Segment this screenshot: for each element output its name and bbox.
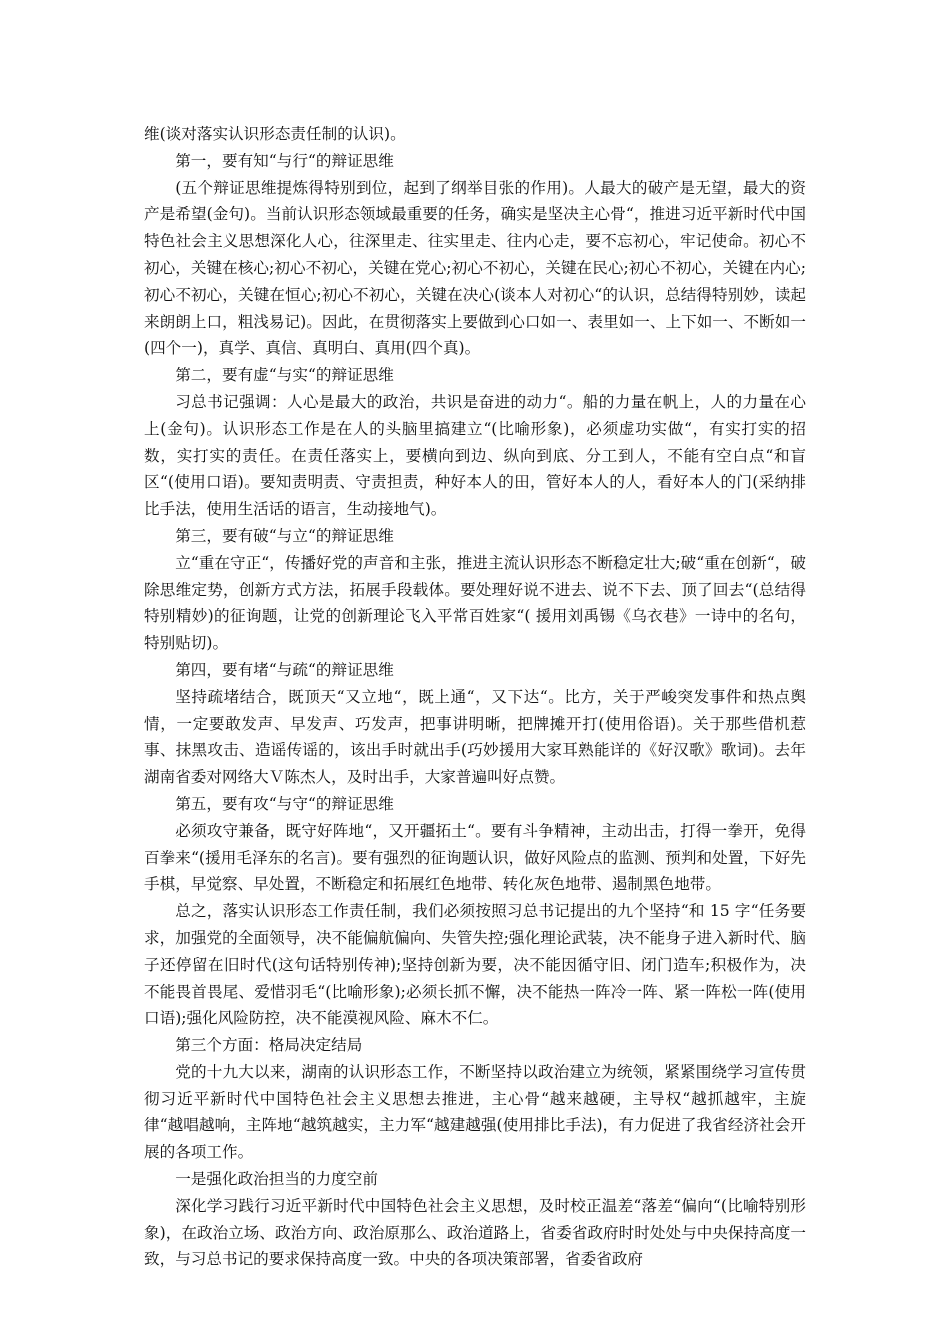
section-heading-third: 第三，要有破“与立“的辩证思维 (175, 526, 394, 545)
paragraph-second: 习总书记强调：人心是最大的政治，共识是奋进的动力“。船的力量在帆上，人的力量在心上(金句)。认识形态工作是在人的头脑里搞建立“(比喻形象)，必须虚功实做“，有实打实的招数，实打实的责任。在责任落实上，要横向到边、纵向到底、分工到人，不能有空白点“和盲区“(使用口语)。要知责明责、守责担责，种好本人的田，管好本人的人，看好本人的门(采纳排比手法，使用生活话的语言，生动接地气)。 (144, 392, 806, 519)
section-heading-fifth: 第五，要有攻“与守“的辩证思维 (175, 794, 394, 813)
paragraph-first: (五个辩证思维提炼得特别到位，起到了纲举目张的作用)。人最大的破产是无望，最大的资产是希望(金句)。当前认识形态领域最重要的任务，确实是坚决主心骨“，推进习近平新时代中国特色社会主义思想深化人心，往深里走、往实里走、往内心走，要不忘初心，牢记使命。初心不初心，关键在核心;初心不初心，关键在党心;初心不初心，关键在民心;初心不初心，关键在内心;初心不初心，关键在恒心;初心不初心，关键在决心(谈本人对初心“的认识，总结得特别妙，读起来朗朗上口，粗浅易记)。因此，在贯彻落实上要做到心口如一、表里如一、上下如一、不断如一(四个一)，真学、真信、真明白、真用(四个真)。 (144, 178, 806, 358)
paragraph-fourth: 坚持疏堵结合，既顶天“又立地“，既上通“，又下达“。比方，关于严峻突发事件和热点舆情，一定要敢发声、早发声、巧发声，把事讲明晰，把牌摊开打(使用俗语)。关于那些借机惹事、抹黑攻击、造谣传谣的，该出手时就出手(巧妙援用大家耳熟能详的《好汉歌》歌词)。去年湖南省委对网络大Ｖ陈杰人，及时出手，大家普遍叫好点赞。 (144, 687, 806, 787)
paragraph-summary: 总之，落实认识形态工作责任制，我们必须按照习总书记提出的九个坚持“和 15 字“任务要求，加强党的全面领导，决不能偏航偏向、失管失控;强化理论武装，决不能身子进入新时代、脑子还停留在旧时代(这句话特别传神);坚持创新为要，决不能因循守旧、闭门造车;积极作为，决不能畏首畏尾、爱惜羽毛“(比喻形象);必须长抓不懈，决不能热一阵冷一阵、紧一阵松一阵(使用口语);强化风险防控，决不能漠视风险、麻木不仁。 (144, 902, 806, 1028)
paragraph-aspect-three: 党的十九大以来，湖南的认识形态工作，不断坚持以政治建立为统领，紧紧围绕学习宣传贯彻习近平新时代中国特色社会主义思想去推进，主心骨“越来越硬，主导权“越抓越牢，主旋律“越唱越响，主阵地“越筑越实，主力军“越建越强(使用排比手法)，有力促进了我省经济社会开展的各项工作。 (144, 1062, 806, 1162)
section-heading-first: 第一，要有知“与行“的辩证思维 (175, 151, 394, 170)
section-heading-second: 第二，要有虚“与实“的辩证思维 (175, 366, 394, 385)
section-heading-fourth: 第四，要有堵“与疏“的辩证思维 (175, 660, 394, 679)
paragraph-continuation: 维(谈对落实认识形态责任制的认识)。 (144, 125, 406, 143)
document-body (144, 121, 806, 1273)
paragraph-political: 深化学习践行习近平新时代中国特色社会主义思想，及时校正温差“落差“偏向“(比喻特别形象)，在政治立场、政治方向、政治原那么、政治道路上，省委省政府时时处处与中央保持高度一致，与习总书记的要求保持高度一致。中央的各项决策部署，省委省政府 (144, 1196, 806, 1269)
subheading-political: 一是强化政治担当的力度空前 (175, 1170, 378, 1189)
section-heading-aspect-three: 第三个方面：格局决定结局 (175, 1036, 363, 1055)
paragraph-third: 立“重在守正“，传播好党的声音和主张，推进主流认识形态不断稳定壮大;破“重在创新“，破除思维定势，创新方式方法，拓展手段载体。要处理好说不进去、说不下去、顶了回去“(总结得特别精妙)的征询题，让党的创新理论飞入平常百姓家“( 援用刘禹锡《乌衣巷》一诗中的名句，特别贴切)。 (144, 553, 806, 653)
paragraph-fifth: 必须攻守兼备，既守好阵地“，又开疆拓土“。要有斗争精神，主动出击，打得一拳开，免得百拳来“(援用毛泽东的名言)。要有强烈的征询题认识，做好风险点的监测、预判和处置，下好先手棋，早觉察、早处置，不断稳定和拓展红色地带、转化灰色地带、遏制黑色地带。 (144, 821, 806, 894)
